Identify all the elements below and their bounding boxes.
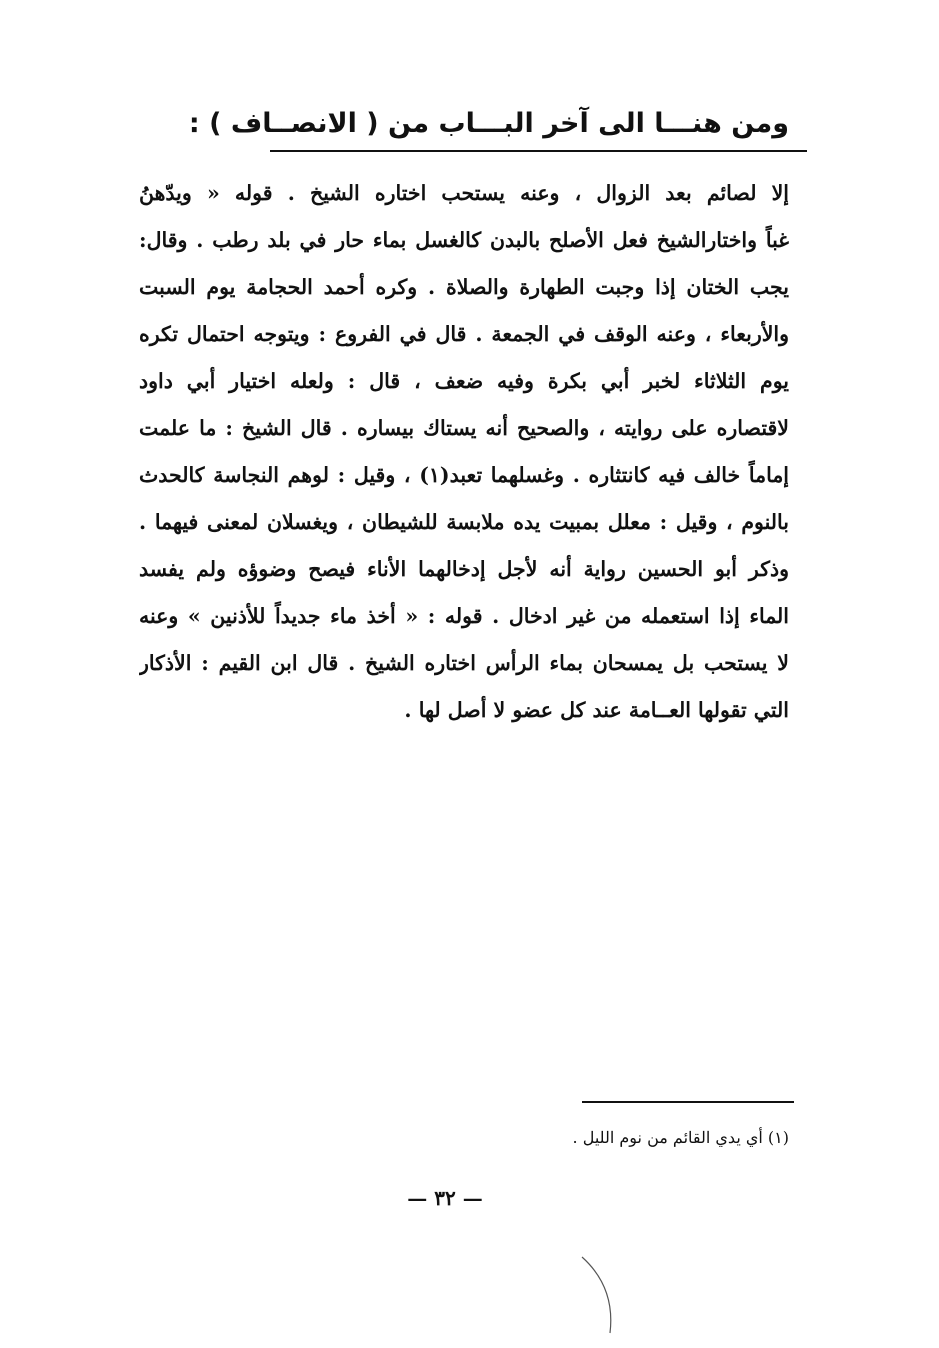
text-line: التي تقولها العــامة عند كل عضو لا أصل لها . — [404, 698, 789, 722]
text-line: والأربعاء ، وعنه الوقف في الجمعة . قال في الفروع : ويتوجه احتمال تكره — [139, 322, 789, 346]
text-line: لاقتصاره على روايته ، والصحيح أنه يستاك بيساره . قال الشيخ : ما علمت — [139, 416, 789, 440]
page-number: — ٣٢ — — [407, 1186, 483, 1210]
text-line: يجب الختان إذا وجبت الطهارة والصلاة . وكره أحمد الحجامة يوم السبت — [139, 275, 789, 299]
body-text — [139, 170, 789, 734]
text-line: غباً واختارالشيخ فعل الأصلح بالبدن كالغسل بماء حار في بلد رطب . وقال: — [139, 228, 789, 252]
heading-underline — [270, 150, 807, 152]
text-line: يوم الثلاثاء لخبر أبي بكرة وفيه ضعف ، قال : ولعله اختيار أبي داود — [139, 369, 789, 393]
scan-artifact-mark — [580, 1255, 620, 1335]
text-line: الماء إذا استعمله من غير ادخال . قوله : « أخذ ماء جديداً للأذنين » وعنه — [139, 604, 789, 628]
section-heading: ومن هنـــا الى آخر البـــاب من ( الانصــاف ) : — [188, 108, 789, 139]
text-line: وذكر أبو الحسين رواية أنه لأجل إدخالهما الأناء فيصح وضوؤه ولم يفسد — [139, 557, 789, 581]
text-line: إماماً خالف فيه كانتثاره . وغسلهما تعبد(١) ، وقيل : لوهم النجاسة كالحدث — [139, 463, 789, 487]
text-line: بالنوم ، وقيل : معلل بمبيت يده ملابسة للشيطان ، ويغسلان لمعنى فيهما . — [139, 510, 789, 534]
text-line: لا يستحب بل يمسحان بماء الرأس اختاره الشيخ . قال ابن القيم : الأذكار — [139, 651, 789, 675]
footnote-separator — [582, 1101, 794, 1103]
text-line: إلا لصائم بعد الزوال ، وعنه يستحب اختاره الشيخ . قوله « ويدّهنُ — [139, 181, 789, 205]
footnote: (١) أي يدي القائم من نوم الليل . — [572, 1128, 789, 1147]
